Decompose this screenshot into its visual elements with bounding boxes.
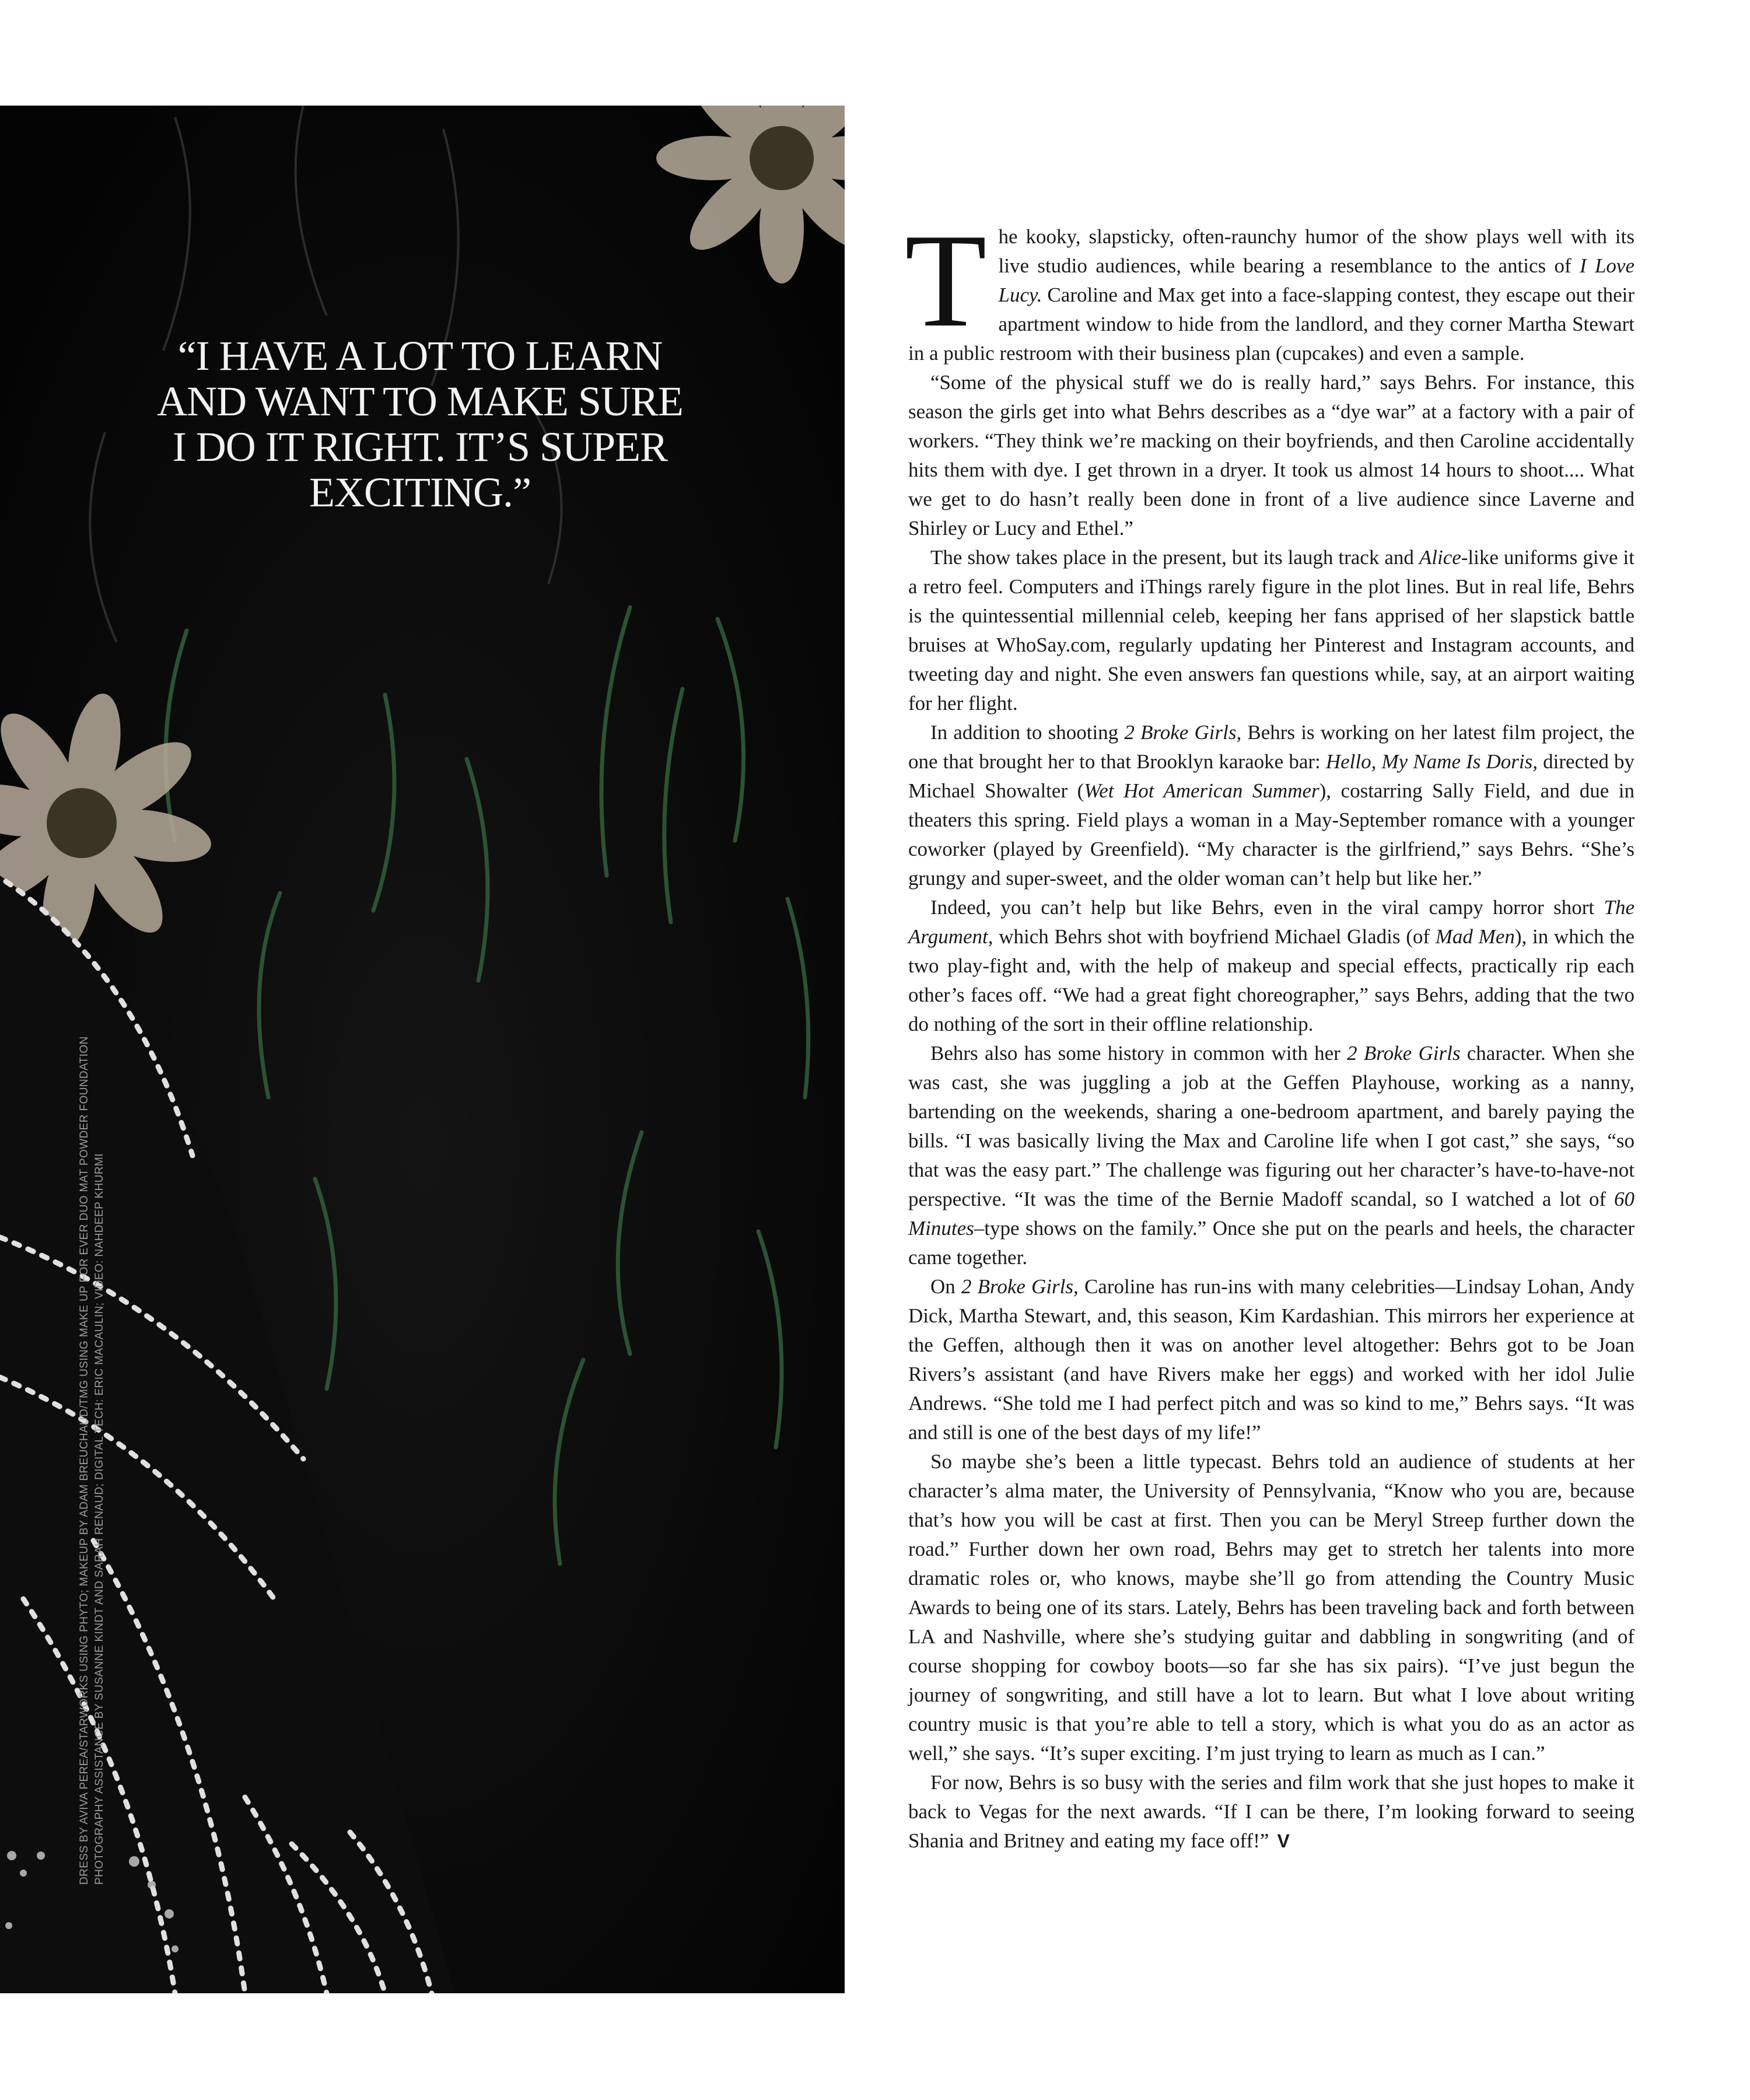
credit-line: DRESS BY AVIVA PEREA/STARWORKS USING PHYTO; MAKEUP BY ADAM BREUCHAUD/TMG USING MAKE UP FOR EVER DUO MAT POWDER FOUNDATION: [78, 1036, 90, 1885]
article-paragraph: [908, 1768, 1634, 1856]
daisy-center: [47, 788, 117, 858]
article-paragraph: [908, 543, 1634, 718]
daisy-center: [750, 126, 814, 190]
show-title: Mad Men: [1435, 925, 1515, 948]
article-paragraph: [908, 1039, 1634, 1272]
text-run: Behrs also has some history in common with her: [930, 1042, 1348, 1065]
text-run: he kooky, slapsticky, often-raunchy humor of the show plays well with its live studio audiences, while bearing a resemblance to the antics of: [998, 225, 1634, 277]
text-run: For now, Behrs is so busy with the series and film work that she just hopes to make it back to Vegas for the next awards. “If I can be there, I’m looking forward to seeing Shania and Britney and eating my face off!”: [908, 1771, 1634, 1852]
text-run: Caroline has run-ins with many celebrities—Lindsay Lohan, Andy Dick, Martha Stewart, and, this season, Kim Kardashian. This mirrors her experience at the Geffen, although then it was on another level altogether: Behrs got to be Joan Rivers’s assistant (and have Rivers make her eggs) and worked with her idol Julie Andrews. “She told me I had perfect pitch and was so kind to me,” Behrs says. “It was and still is one of the best days of my life!”: [908, 1275, 1635, 1444]
article-paragraph: [905, 206, 1634, 368]
film-title: Hello, My Name Is Doris,: [1325, 750, 1538, 773]
text-run: character. When she was cast, she was juggling a job at the Geffen Playhouse, working as a nanny, bartending on the weekends, sharing a one-bedroom apartment, and barely paying the bills. “I was basically living the Max and Caroline life when I got cast,” she says, “so that was the easy part.” The challenge was figuring out her character’s have-to-have-not perspective. “It was the time of the Bernie Madoff scandal, so I watched a lot of: [908, 1042, 1634, 1210]
article-photo: [0, 106, 845, 1993]
sparkle-bead: [129, 1856, 139, 1867]
show-title: 2 Broke Girls,: [961, 1275, 1079, 1298]
article-paragraph: “Some of the physical stuff we do is really hard,” says Behrs. For instance, this season the girls get into what Behrs describes as a “dye war” at a factory with a pair of workers. “They think we’re macking on their boyfriends, and then Caroline accidentally hits them with dye. I get thrown in a dryer. It took us almost 14 hours to shoot.... What we get to do hasn’t really been done in front of a live audience since Laverne and Shirley or Lucy and Ethel.”: [908, 371, 1634, 540]
article-paragraph: [908, 1272, 1634, 1447]
sparkle-bead: [7, 1851, 16, 1860]
article-paragraph: [908, 718, 1634, 893]
text-run: On: [930, 1275, 961, 1298]
show-title: I Love Lucy.: [998, 254, 1634, 306]
pull-quote: “I HAVE A LOT TO LEARN AND WANT TO MAKE SURE I DO IT RIGHT. IT’S SUPER EXCITING.”: [157, 332, 683, 516]
text-run: Indeed, you can’t help but like Behrs, even in the viral campy horror short: [930, 896, 1604, 919]
text-run: In addition to shooting: [930, 721, 1125, 744]
end-mark: V: [1277, 1831, 1290, 1852]
show-title: Alice: [1419, 546, 1461, 569]
drop-cap: T: [905, 206, 987, 355]
text-run: Behrs is working on her latest film project, the one that brought her to that Brooklyn karaoke bar:: [908, 721, 1634, 773]
sparkle-bead: [20, 1870, 27, 1877]
article-paragraph: [908, 893, 1634, 1039]
article-body: [905, 206, 1635, 1856]
photo-credits: [77, 1036, 130, 1885]
credit-line: PHOTOGRAPHY ASSISTANCE BY SUSANNE KINDT AND SARAH RENAUD; DIGITAL TECH: ERIC MACAULIN; VIDEO: NAHDEEP KHURMI: [93, 1153, 106, 1885]
article-paragraph: So maybe she’s been a little typecast. Behrs told an audience of students at her character’s alma mater, the University of Pennsylvania, “Know who you are, because that’s how you will be cast at first. Then you can be Meryl Streep further down the road.” Further down her own road, Behrs may get to stretch her talents into more dramatic roles or, who knows, maybe she’ll go from attending the Country Music Awards to being one of its stars. Lately, Behrs has been traveling back and forth between LA and Nashville, where she’s studying guitar and dabbling in songwriting (and of course shopping for cowboy boots—so far she has six pairs). “I’ve just begun the journey of songwriting, and still have a lot to learn. But what I love about writing country music is that you’re able to tell a story, which is what you do as an actor as well,” she says. “It’s super exciting. I’m just trying to learn as much as I can.”: [908, 1450, 1634, 1765]
text-run: Caroline and Max get into a face-slapping contest, they escape out their apartment window to hide from the landlord, and they corner Martha Stewart in a public restroom with their business plan (cupcakes) and even a sample.: [908, 284, 1634, 365]
text-run: -like uniforms give it a retro feel. Computers and iThings rarely figure in the plot lines. But in real life, Behrs is the quintessential millennial celeb, keeping her fans apprised of her slapstick battle bruises at WhoSay.com, regularly updating her Pinterest and Instagram accounts, and tweeting day and night. She even answers fan questions while, say, at an airport waiting for her flight.: [908, 546, 1634, 715]
sparkle-bead: [5, 1922, 12, 1929]
sparkle-bead: [37, 1852, 45, 1860]
sparkle-bead: [172, 1945, 178, 1952]
film-title: The Argument,: [908, 896, 1634, 948]
sparkle-bead: [148, 1881, 156, 1889]
text-run: which Behrs shot with boyfriend Michael Gladis (of: [993, 925, 1436, 948]
text-run: ), in which the two play-fight and, with the help of makeup and special effects, practically rip each other’s faces off. “We had a great fight choreographer,” says Behrs, adding that the two do nothing of the sort in their offline relationship.: [908, 925, 1634, 1035]
film-title: Wet Hot American Summer: [1084, 779, 1320, 802]
text-run: The show takes place in the present, but its laugh track and: [930, 546, 1419, 569]
sparkle-bead: [164, 1909, 174, 1919]
show-title: 60 Minutes: [908, 1188, 1634, 1240]
text-run: ), costarring Sally Field, and due in theaters this spring. Field plays a woman in a May-September romance with a younger coworker (played by Greenfield). “My character is the girlfriend,” says Behrs. “She’s grungy and super-sweet, and the older woman can’t help but like her.”: [908, 779, 1634, 890]
text-run: directed by Michael Showalter (: [908, 750, 1634, 802]
show-title: 2 Broke Girls,: [1124, 721, 1242, 744]
text-run: –type shows on the family.” Once she put on the pearls and heels, the character came together.: [908, 1217, 1634, 1269]
show-title: 2 Broke Girls: [1347, 1042, 1461, 1065]
